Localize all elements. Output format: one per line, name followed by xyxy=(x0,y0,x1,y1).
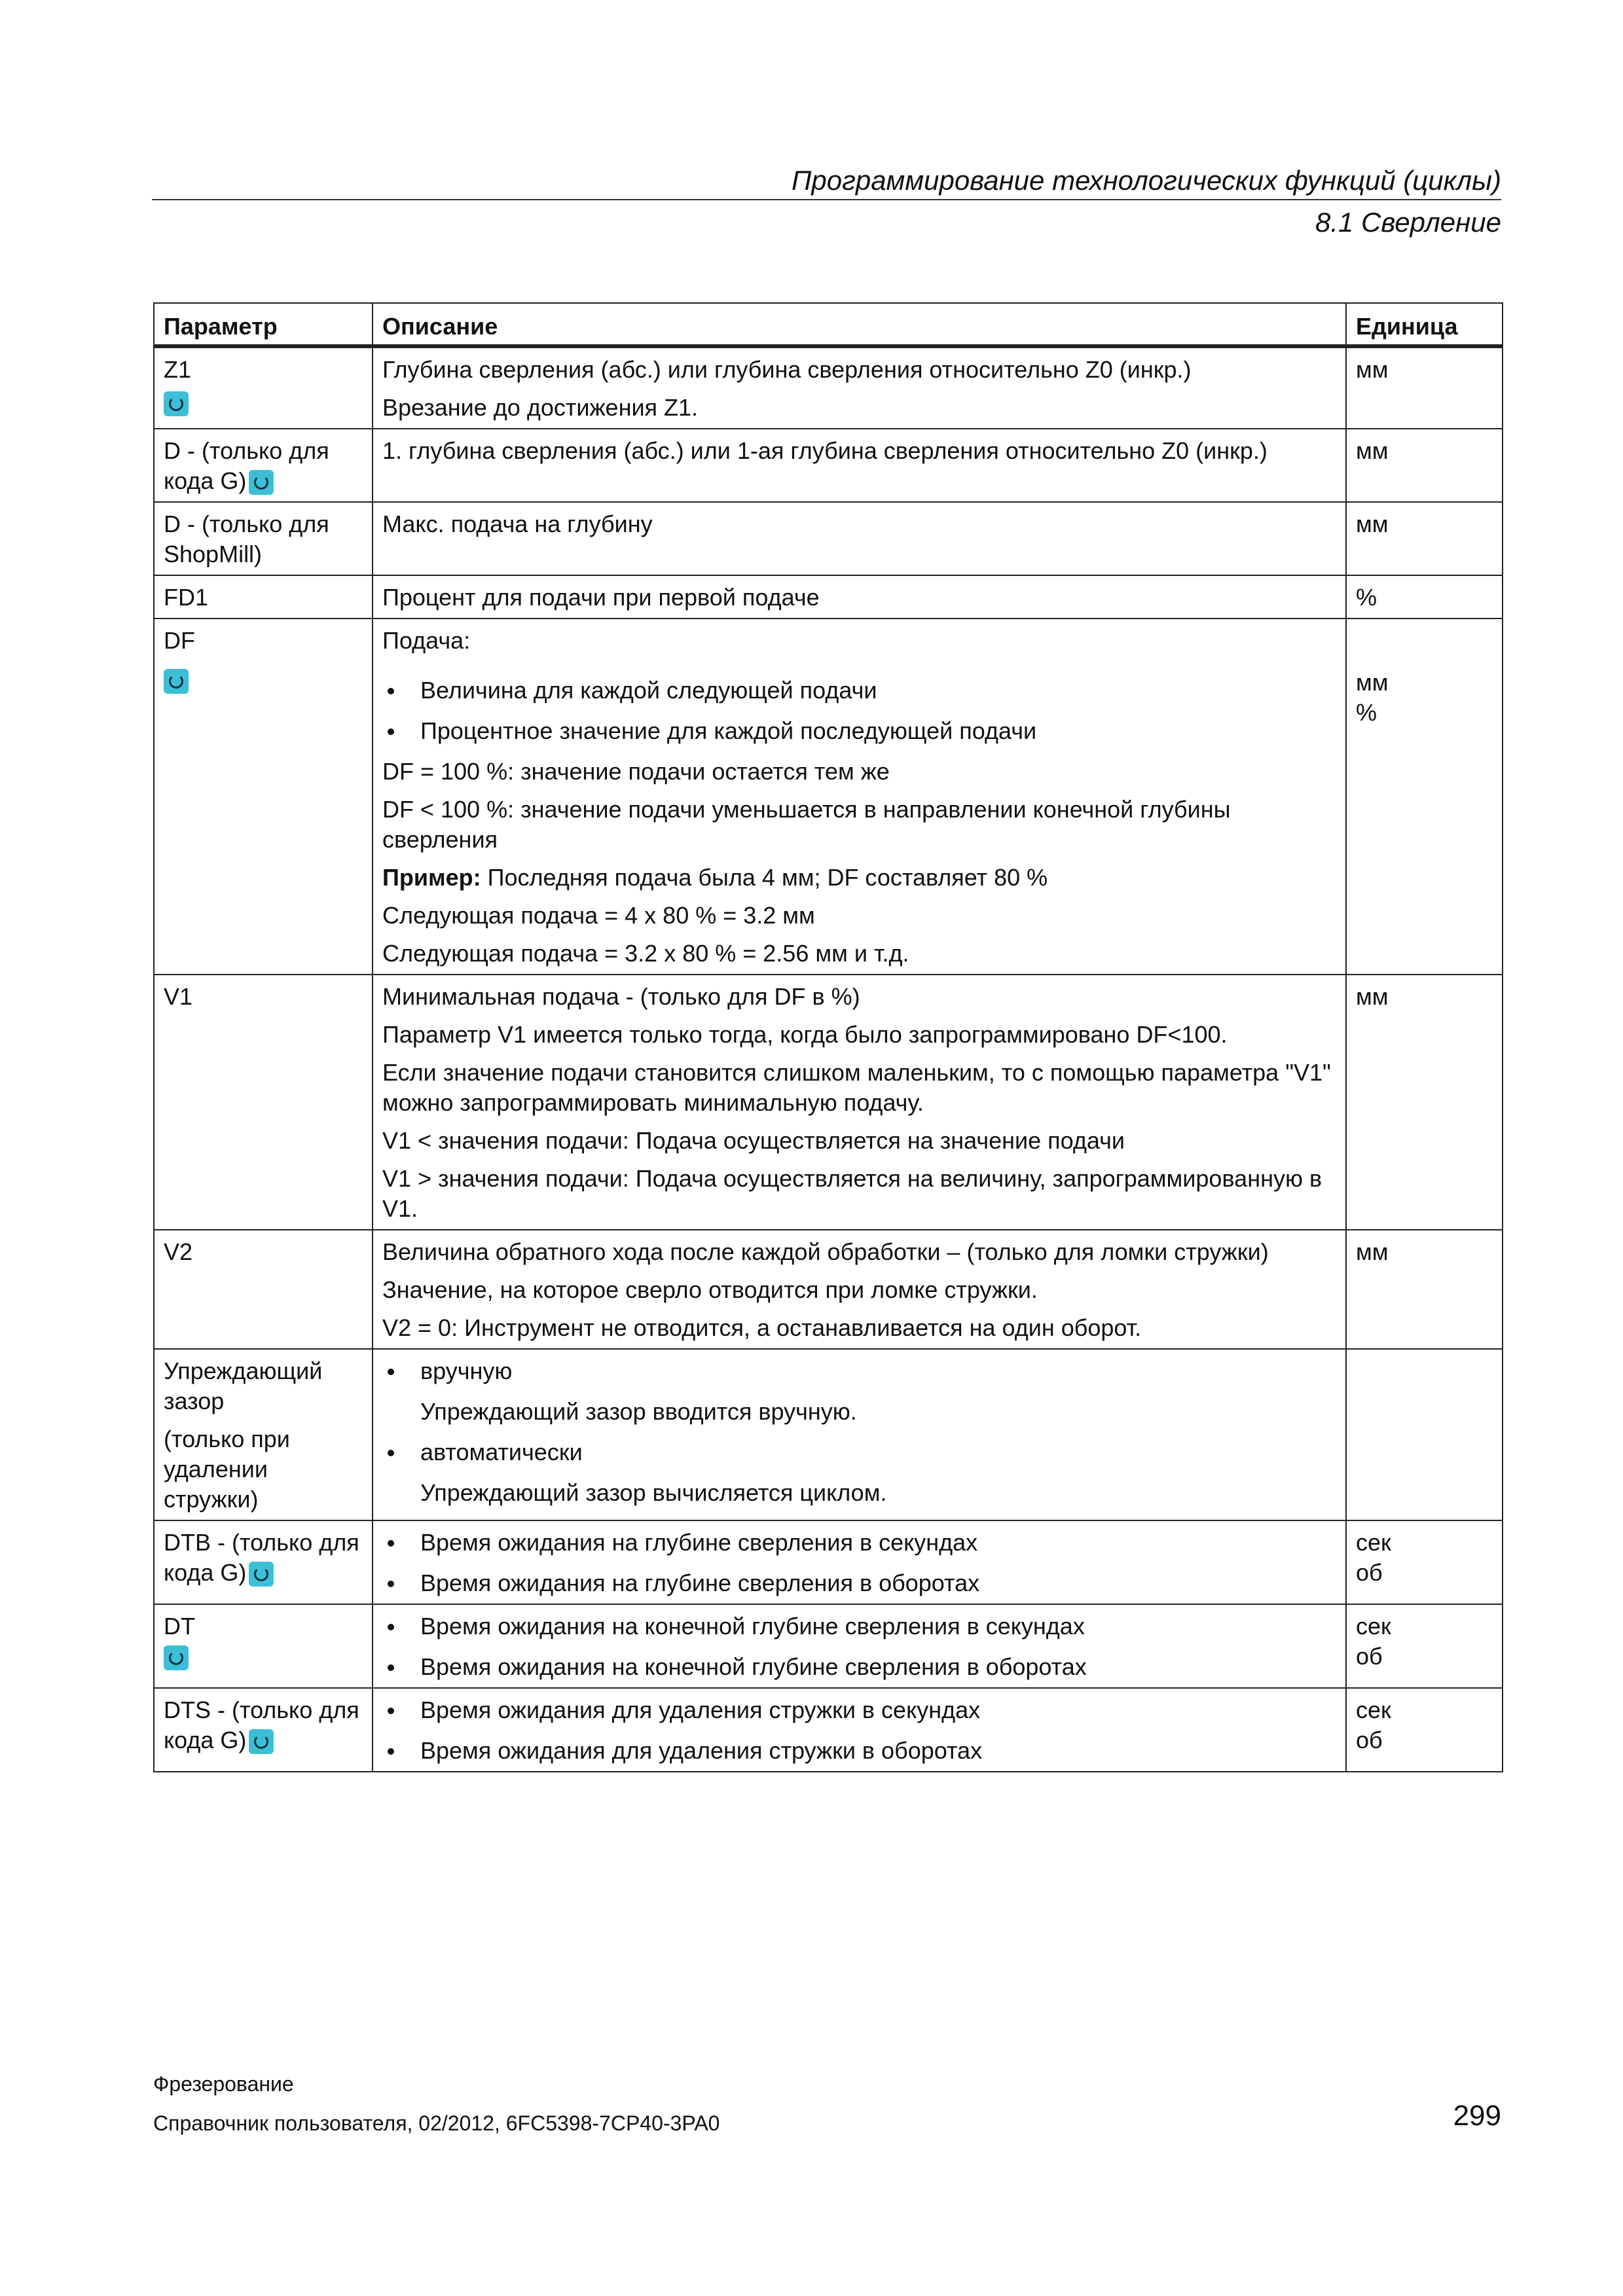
bullet-item: вручную xyxy=(382,1356,1336,1386)
unit-cell xyxy=(1346,1688,1503,1772)
description-line: Величина обратного хода после каждой обработки – (только для ломки стружки) xyxy=(382,1238,1269,1265)
unit-value: об xyxy=(1356,1727,1383,1753)
footer-chapter: Фрезерование xyxy=(153,2072,294,2096)
description-line: DF = 100 %: значение подачи остается тем же xyxy=(382,758,890,785)
description-line: Значение, на которое сверло отводится при ломке стружки. xyxy=(382,1276,1038,1303)
description-line: Врезание до достижения Z1. xyxy=(382,394,699,421)
description-line: Если значение подачи становится слишком маленьким, то с помощью параметра "V1" можно запрограммировать минимальную подачу. xyxy=(382,1059,1331,1116)
parameter-table xyxy=(153,302,1503,1772)
example-line xyxy=(382,863,1336,893)
unit-cell xyxy=(1346,1520,1503,1604)
description-line: V1 < значения подачи: Подача осуществляется на значение подачи xyxy=(382,1127,1125,1154)
page-number: 299 xyxy=(1453,2100,1501,2132)
param-cell xyxy=(154,1520,373,1604)
cycle-icon xyxy=(249,470,274,495)
table-row xyxy=(154,575,1503,619)
bullet-item: автоматически xyxy=(382,1437,1336,1467)
param-name: D - (только для кода G) xyxy=(164,437,329,494)
table-row xyxy=(154,1349,1503,1520)
bullet-item: Время ожидания на глубине сверления в оборотах xyxy=(382,1568,1336,1598)
param-cell xyxy=(154,1688,373,1772)
cycle-icon xyxy=(249,1562,274,1587)
unit-cell: мм xyxy=(1346,429,1503,502)
description-cell xyxy=(373,1349,1346,1520)
table-row xyxy=(154,1604,1503,1688)
param-cell: V1 xyxy=(154,975,373,1230)
param-cell xyxy=(154,429,373,502)
description-line: V2 = 0: Инструмент не отводится, а останавливается на один оборот. xyxy=(382,1314,1142,1341)
column-header-parameter: Параметр xyxy=(154,303,373,346)
unit-value: сек xyxy=(1356,1529,1391,1556)
param-name: DTS - (только для кода G) xyxy=(164,1696,359,1753)
bullet-item: Время ожидания для удаления стружки в оборотах xyxy=(382,1736,1336,1766)
param-name: Упреждающий зазор xyxy=(164,1357,323,1414)
description-line: Макс. подача на глубину xyxy=(382,511,653,537)
param-cell xyxy=(154,1349,373,1520)
unit-cell xyxy=(1346,619,1503,975)
description-cell xyxy=(373,1520,1346,1604)
description-line: Параметр V1 имеется только тогда, когда было запрограммировано DF<100. xyxy=(382,1021,1228,1048)
table-header-row xyxy=(154,303,1503,346)
description-cell xyxy=(373,1230,1346,1349)
unit-cell: % xyxy=(1346,575,1503,619)
description-cell xyxy=(373,502,1346,575)
unit-value: об xyxy=(1356,1643,1383,1670)
unit-cell: мм xyxy=(1346,975,1503,1230)
description-line: Минимальная подача - (только для DF в %) xyxy=(382,983,860,1010)
param-cell xyxy=(154,619,373,975)
bullet-item: Величина для каждой следующей подачи xyxy=(382,675,1336,706)
header-rule xyxy=(152,199,1501,200)
cycle-icon xyxy=(164,669,189,694)
spacer xyxy=(1356,626,1493,668)
unit-value: об xyxy=(1356,1559,1383,1586)
column-header-unit: Единица xyxy=(1346,303,1503,346)
description-cell xyxy=(373,975,1346,1230)
description-cell xyxy=(373,1604,1346,1688)
cycle-icon xyxy=(164,1645,189,1670)
description-cell xyxy=(373,619,1346,975)
table-row xyxy=(154,1520,1503,1604)
param-cell: V2 xyxy=(154,1230,373,1349)
unit-cell: мм xyxy=(1346,1230,1503,1349)
description-line: V1 > значения подачи: Подача осуществляется на величину, запрограммированную в V1. xyxy=(382,1165,1322,1222)
description-cell xyxy=(373,346,1346,429)
param-name: DTB - (только для кода G) xyxy=(164,1529,359,1586)
description-line: DF < 100 %: значение подачи уменьшается в направлении конечной глубины сверления xyxy=(382,796,1231,853)
bullet-item: Время ожидания для удаления стружки в секундах xyxy=(382,1695,1336,1725)
table-row xyxy=(154,975,1503,1230)
description-line: Процент для подачи при первой подаче xyxy=(382,584,820,611)
spacer xyxy=(382,664,1336,675)
footer-manual-info: Справочник пользователя, 02/2012, 6FC5398-7CP40-3PA0 xyxy=(153,2111,720,2135)
description-line: Подача: xyxy=(382,627,471,654)
table-row xyxy=(154,346,1503,429)
column-header-description: Описание xyxy=(373,303,1346,346)
param-name: Z1 xyxy=(164,356,192,383)
example-text: Последняя подача была 4 мм; DF составляет 80 % xyxy=(481,864,1048,891)
bullet-note: Упреждающий зазор вводится вручную. xyxy=(420,1398,857,1425)
param-cell: D - (только для ShopMill) xyxy=(154,502,373,575)
unit-cell: мм xyxy=(1346,502,1503,575)
table-row xyxy=(154,502,1503,575)
running-header-section: 8.1 Сверление xyxy=(1315,207,1501,238)
description-cell xyxy=(373,429,1346,502)
table-row xyxy=(154,1230,1503,1349)
unit-value: мм xyxy=(1356,669,1389,696)
param-cell: FD1 xyxy=(154,575,373,619)
bullet-item: Время ожидания на глубине сверления в секундах xyxy=(382,1528,1336,1558)
bullet-note: Упреждающий зазор вычисляется циклом. xyxy=(420,1479,887,1506)
description-line: Глубина сверления (абс.) или глубина сверления относительно Z0 (инкр.) xyxy=(382,356,1192,383)
description-line: 1. глубина сверления (абс.) или 1-ая глубина сверления относительно Z0 (инкр.) xyxy=(382,437,1267,464)
unit-value: % xyxy=(1356,699,1377,726)
unit-cell xyxy=(1346,1604,1503,1688)
param-cell xyxy=(154,346,373,429)
param-note: (только при удалении стружки) xyxy=(164,1426,290,1513)
description-line: Следующая подача = 4 x 80 % = 3.2 мм xyxy=(382,902,815,929)
description-line: Следующая подача = 3.2 x 80 % = 2.56 мм и т.д. xyxy=(382,940,909,967)
table-row xyxy=(154,619,1503,975)
bullet-item: Время ожидания на конечной глубине сверления в оборотах xyxy=(382,1652,1336,1682)
table-row xyxy=(154,1688,1503,1772)
description-cell xyxy=(373,575,1346,619)
running-header-title: Программирование технологических функций (циклы) xyxy=(791,165,1501,196)
param-cell xyxy=(154,1604,373,1688)
description-cell xyxy=(373,1688,1346,1772)
bullet-item: Процентное значение для каждой последующей подачи xyxy=(382,716,1336,746)
cycle-icon xyxy=(249,1729,274,1754)
param-name: DT xyxy=(164,1613,195,1640)
table-row xyxy=(154,429,1503,502)
param-name: DF xyxy=(164,627,195,654)
unit-value: сек xyxy=(1356,1696,1391,1723)
unit-cell: мм xyxy=(1346,346,1503,429)
cycle-icon xyxy=(164,391,189,416)
unit-cell xyxy=(1346,1349,1503,1520)
bullet-item: Время ожидания на конечной глубине сверления в секундах xyxy=(382,1611,1336,1641)
example-label: Пример: xyxy=(382,864,481,891)
unit-value: сек xyxy=(1356,1613,1391,1640)
